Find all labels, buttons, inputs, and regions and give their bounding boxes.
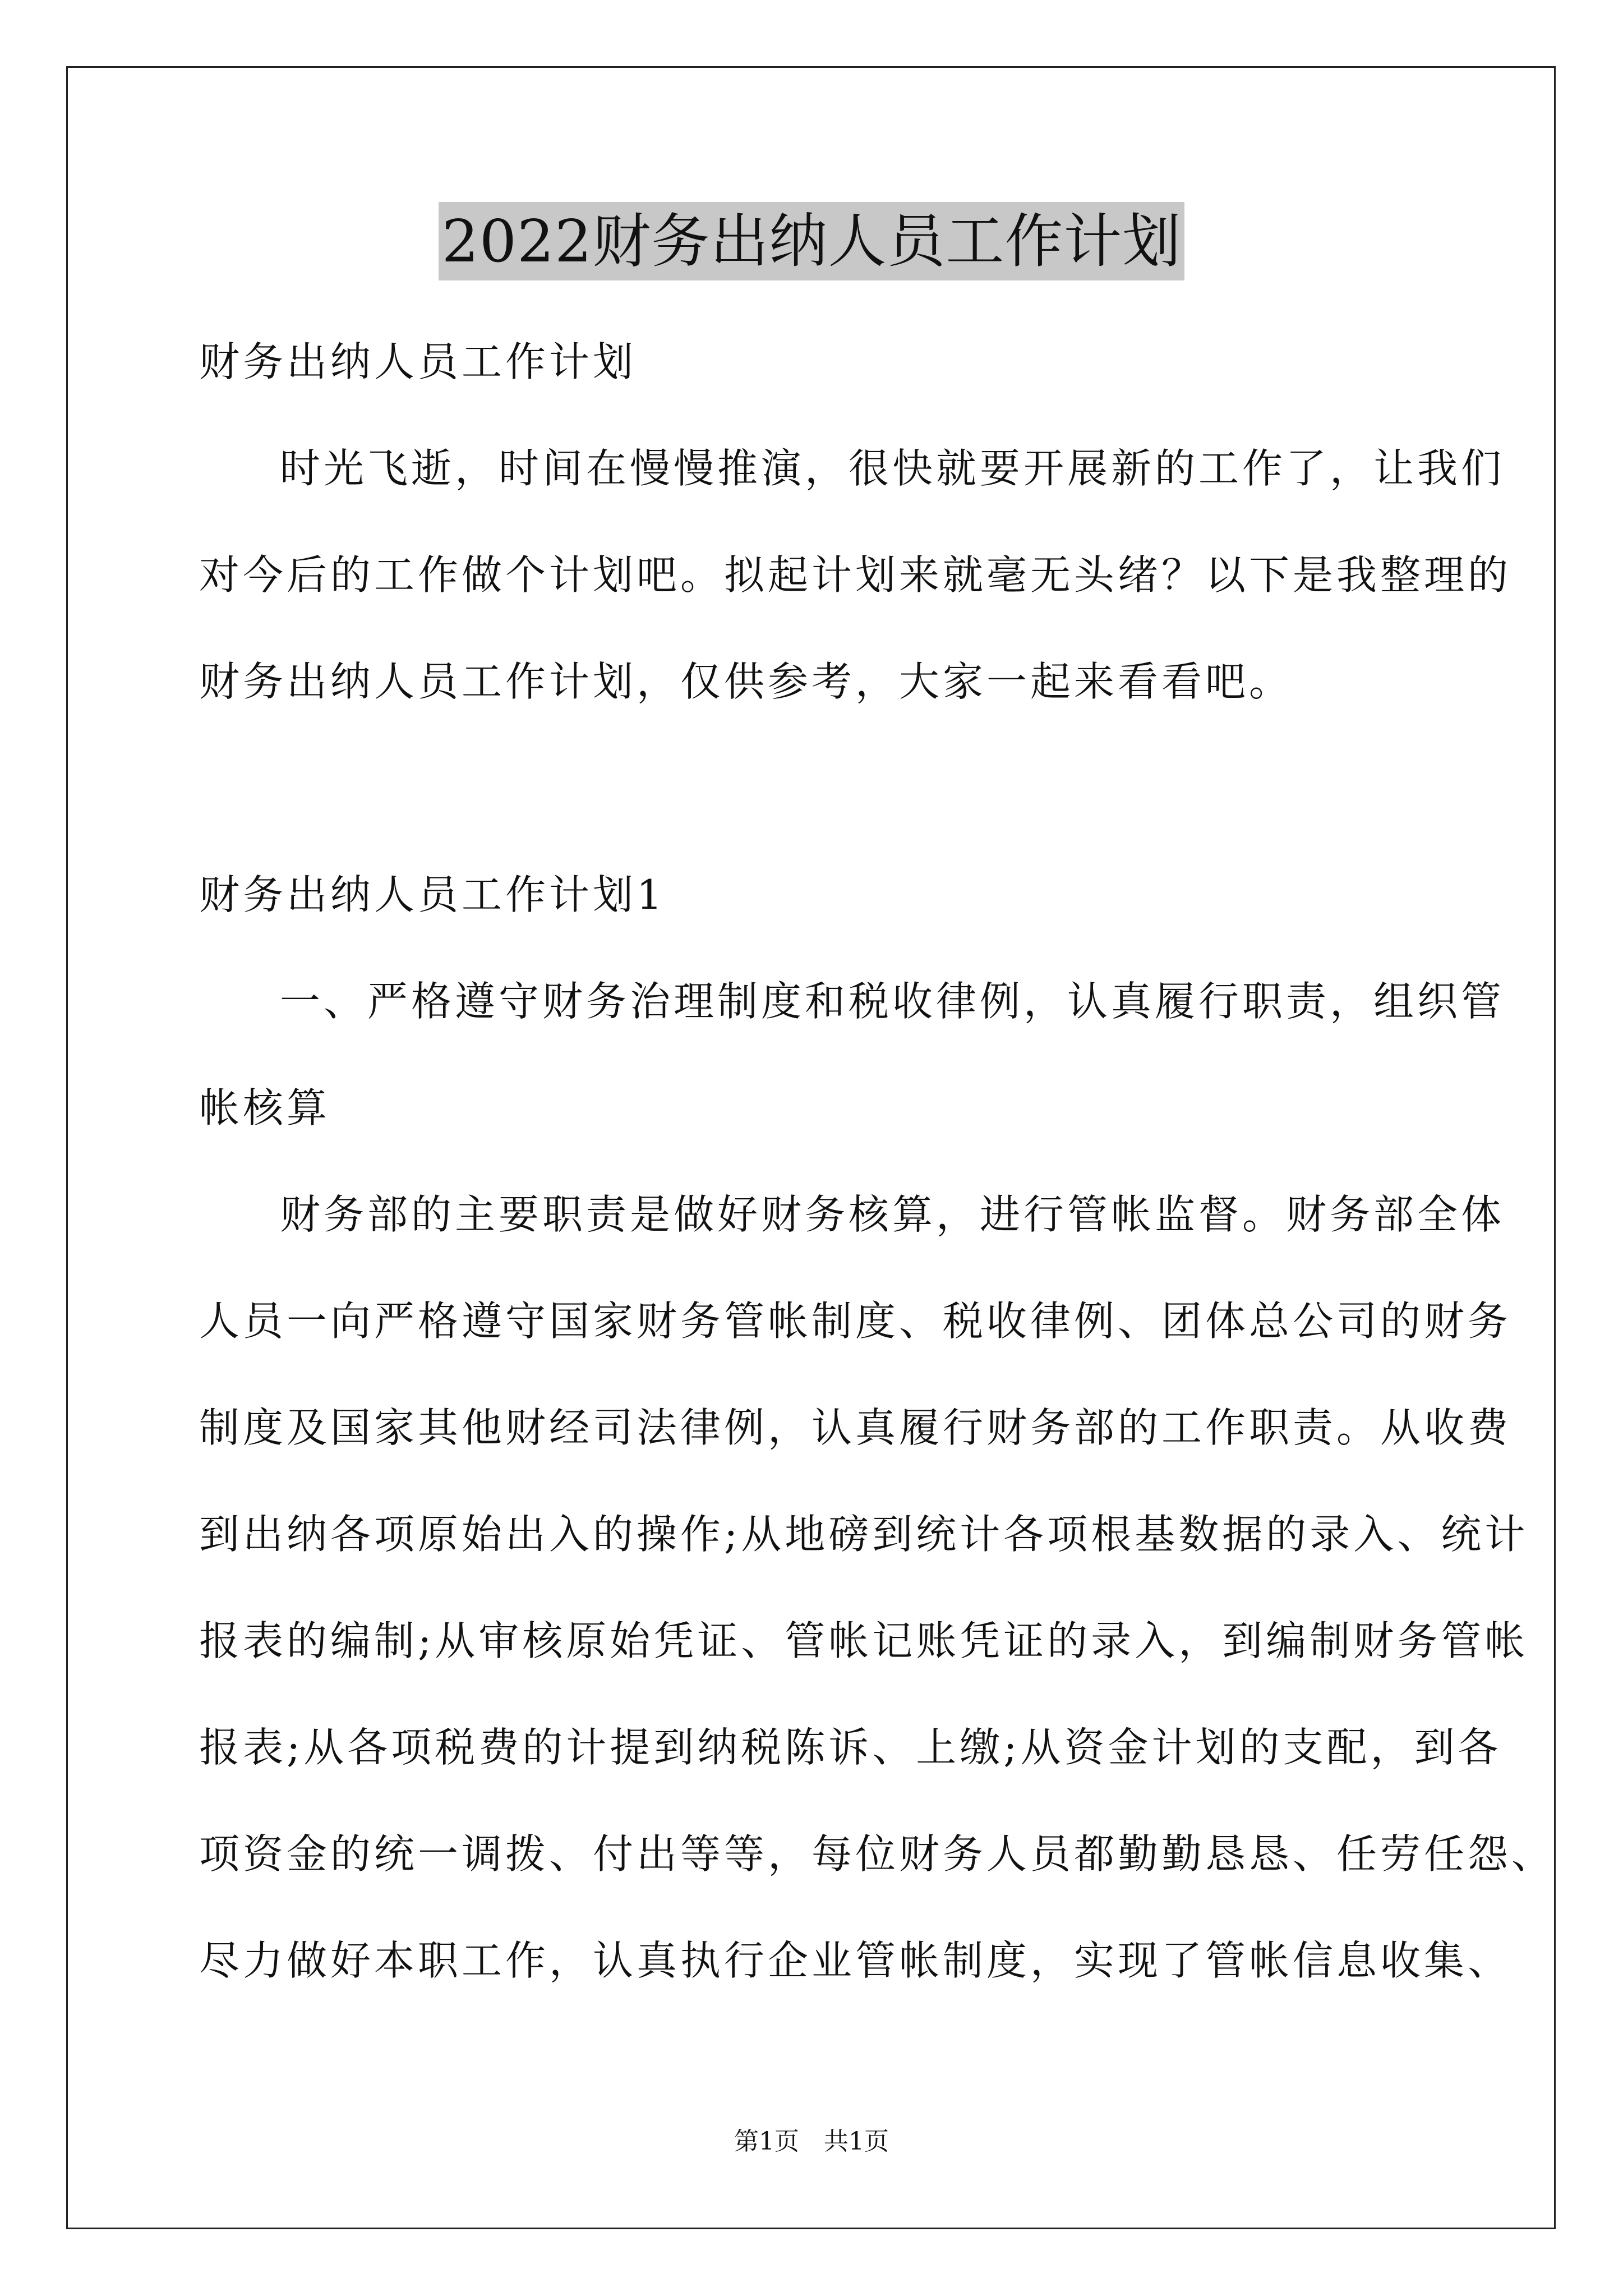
paragraph-line: 报表;从各项税费的计提到纳税陈诉、上缴;从资金计划的支配，到各 [199,1724,1502,1771]
paragraph-line: 对今后的工作做个计划吧。拟起计划来就毫无头绪？以下是我整理的 [199,551,1512,599]
paragraph-line: 报表的编制;从审核原始凭证、管帐记账凭证的录入，到编制财务管帐 [199,1617,1529,1664]
document-title: 2022财务出纳人员工作计划 [439,202,1185,280]
blank-line [199,735,1467,841]
paragraph-line: 尽力做好本职工作，认真执行企业管帐制度，实现了管帐信息收集、 [199,1937,1512,1984]
page-number: 第1页 共1页 [734,2127,889,2156]
paragraph-line: 时光飞逝，时间在慢慢推演，很快就要开展新的工作了，让我们 [280,445,1505,492]
paragraph-line: 帐核算 [199,1084,331,1131]
document-body [199,309,1556,2014]
paragraph-line: 财务部的主要职责是做好财务核算，进行管帐监督。财务部全体 [280,1191,1505,1238]
paragraph-line: 到出纳各项原始出入的操作;从地磅到统计各项根基数据的录入、统计 [199,1511,1529,1558]
section-heading: 财务出纳人员工作计划 [199,338,637,385]
paragraph-line: 项资金的统一调拨、付出等等，每位财务人员都勤勤恳恳、任劳任怨、 [199,1830,1556,1878]
paragraph-line: 人员一向严格遵守国家财务管帐制度、税收律例、团体总公司的财务 [199,1297,1512,1345]
paragraph-line: 财务出纳人员工作计划，仅供参考，大家一起来看看吧。 [199,658,1293,705]
title-container [0,202,1623,280]
paragraph-line: 制度及国家其他财经司法律例，认真履行财务部的工作职责。从收费 [199,1404,1512,1451]
section-heading: 财务出纳人员工作计划1 [199,871,666,918]
paragraph-line: 一、严格遵守财务治理制度和税收律例，认真履行职责，组织管 [280,978,1505,1025]
